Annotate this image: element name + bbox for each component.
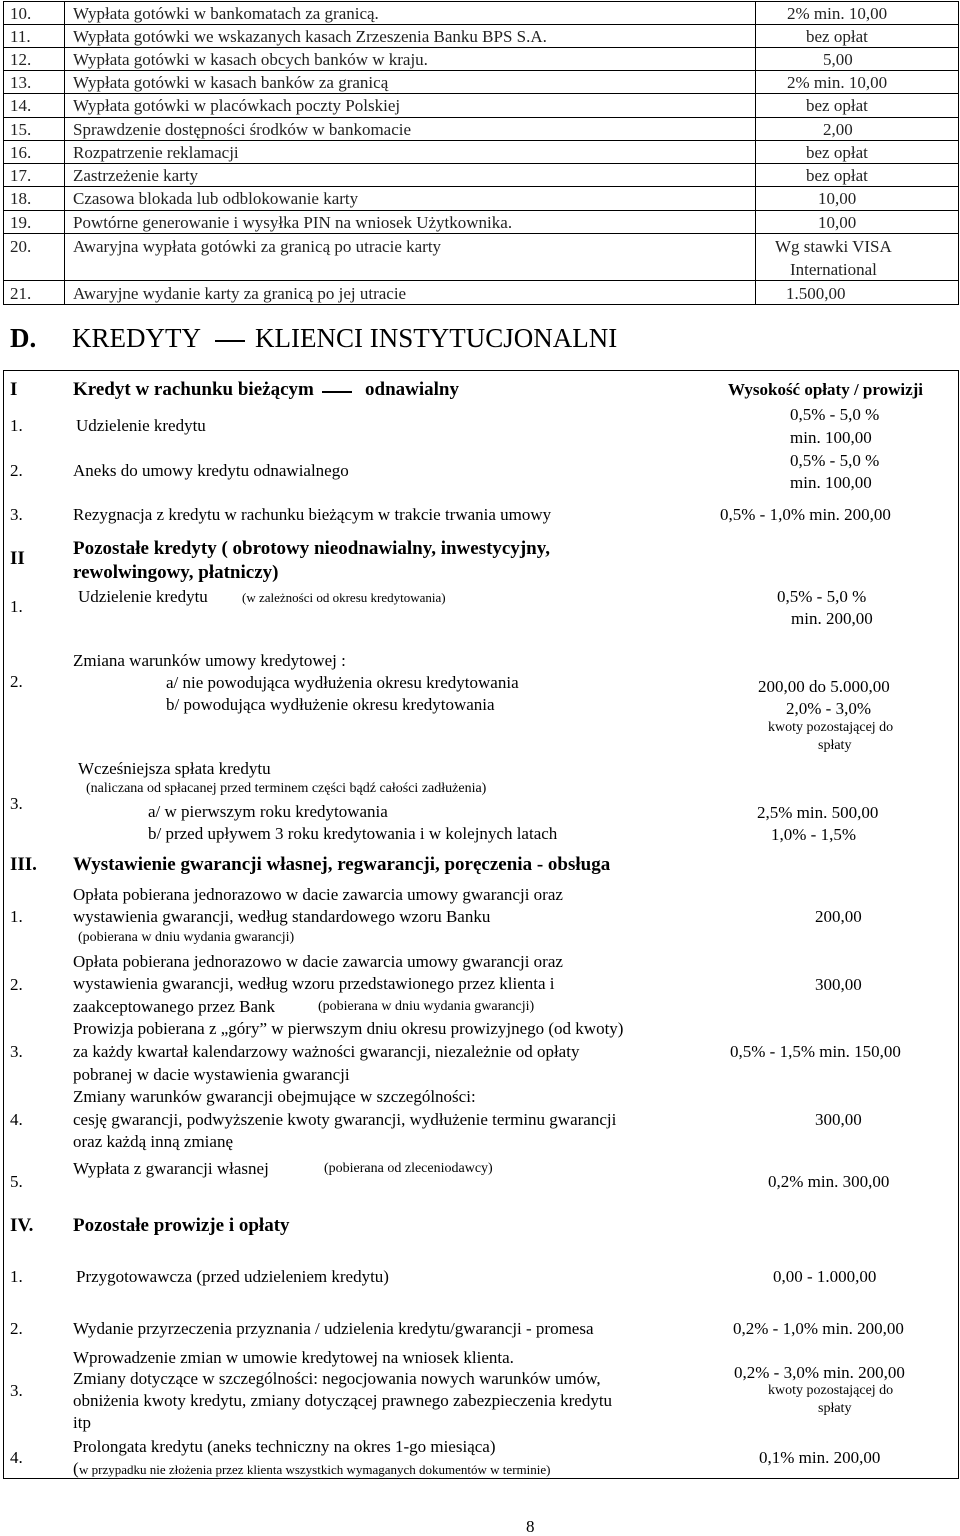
item-number: 3.	[10, 794, 23, 813]
item-line2: a/ nie powodująca wydłużenia okresu kredytowania	[166, 673, 519, 692]
section-letter: D.	[10, 323, 37, 353]
item-number: 2.	[10, 461, 23, 480]
item-line1: Opłata pobierana jednorazowo w dacie zawarcia umowy gwarancji oraz	[73, 885, 563, 904]
part-title: Wystawienie gwarancji własnej, regwarancji, poręczenia - obsługa	[73, 854, 611, 875]
row-value: 2,00	[823, 120, 853, 139]
table-row-divider	[3, 70, 959, 71]
row-number: 17.	[10, 166, 32, 185]
row-number: 16.	[10, 143, 32, 162]
item-line2: wystawienia gwarancji, według standardowego wzoru Banku	[73, 907, 491, 926]
item-line2: cesję gwarancji, podwyższenie kwoty gwarancji, wydłużenie terminu gwarancji	[73, 1110, 617, 1129]
lower-table-bottom-border	[3, 1478, 959, 1479]
item-line3: a/ w pierwszym roku kredytowania	[148, 802, 388, 821]
item-fee-2: 1,0% - 1,5%	[771, 825, 856, 844]
row-number: 20.	[10, 237, 32, 256]
table-border-bottom	[3, 304, 959, 305]
title-dash	[215, 340, 245, 342]
title-dash	[322, 391, 352, 393]
row-description: Wypłata gotówki w bankomatach za granicą.	[73, 4, 379, 23]
item-line2: (naliczana od spłacanej przed terminem części bądź całości zadłużenia)	[86, 781, 487, 796]
row-value: bez opłat	[806, 143, 868, 162]
item-number: 1.	[10, 597, 23, 616]
lower-table-left-border	[3, 370, 4, 1479]
row-value: 5,00	[823, 50, 853, 69]
item-line4: b/ przed upływem 3 roku kredytowania i w kolejnych latach	[148, 824, 558, 843]
row-number: 18.	[10, 189, 32, 208]
row-description: Zastrzeżenie karty	[73, 166, 199, 185]
row-value: 1.500,00	[786, 284, 846, 303]
part-title-a: Kredyt w rachunku bieżącym	[73, 379, 314, 400]
row-description: Wypłata gotówki we wskazanych kasach Zrzeszenia Banku BPS S.A.	[73, 27, 547, 46]
part-title-b: odnawialny	[365, 379, 459, 400]
item-line2: w przypadku nie złożenia przez klienta wszystkich wymaganych dokumentów w terminie)	[79, 1462, 551, 1477]
part-roman: I	[10, 379, 18, 400]
item-line3: pobranej w dacie wystawienia gwarancji	[73, 1065, 350, 1084]
item-fee: 0,00 - 1.000,00	[773, 1267, 877, 1286]
lower-table-right-border	[958, 370, 959, 1479]
item-fee: 0,5% - 1,0% min. 200,00	[720, 505, 891, 524]
item-line2-paren: (	[73, 1459, 79, 1478]
item-fee: 0,5% - 5,0 %	[777, 587, 867, 606]
row-number: 19.	[10, 213, 32, 232]
item-line1: Wypłata z gwarancji własnej	[73, 1159, 269, 1178]
row-description: Rozpatrzenie reklamacji	[73, 143, 239, 162]
item-fee: 0,5% - 5,0 %	[790, 405, 880, 424]
item-fee: 0,2% min. 300,00	[768, 1172, 890, 1191]
item-line3: oraz każdą inną zmianę	[73, 1132, 233, 1151]
row-value: bez opłat	[806, 96, 868, 115]
item-fee: 0,5% - 1,5% min. 150,00	[730, 1042, 901, 1061]
item-fee-2: 2,0% - 3,0%	[786, 699, 871, 718]
item-line4: itp	[73, 1413, 91, 1432]
row-value: 2% min. 10,00	[787, 73, 888, 92]
item-line2: Zmiany dotyczące w szczególności: negocjowania nowych warunków umów,	[73, 1369, 601, 1388]
item-fee: 300,00	[815, 1110, 862, 1129]
row-number: 13.	[10, 73, 32, 92]
item-line3: obniżenia kwoty kredytu, zmiany dotyczącej prawnego zabezpieczenia kredytu	[73, 1391, 613, 1410]
item-number: 2.	[10, 975, 23, 994]
row-number: 10.	[10, 4, 32, 23]
item-description: Udzielenie kredytu	[76, 416, 206, 435]
item-line3-note: (pobierana w dniu wydania gwarancji)	[318, 999, 535, 1014]
part-title: Pozostałe prowizje i opłaty	[73, 1215, 290, 1236]
item-number: 2.	[10, 672, 23, 691]
item-description: Wydanie przyrzeczenia przyznania / udzielenia kredytu/gwarancji - promesa	[73, 1319, 594, 1338]
row-value: 10,00	[818, 189, 857, 208]
item-fee: 0,5% - 5,0 %	[790, 451, 880, 470]
table-row-divider	[3, 163, 959, 164]
row-description: Powtórne generowanie i wysyłka PIN na wniosek Użytkownika.	[73, 213, 513, 232]
part-title-line1: Pozostałe kredyty ( obrotowy nieodnawialny, inwestycyjny,	[73, 538, 550, 559]
part-roman: IV.	[10, 1215, 34, 1236]
table-row-divider	[3, 93, 959, 94]
row-description: Wypłata gotówki w kasach banków za granicą	[73, 73, 389, 92]
table-row-divider	[3, 24, 959, 25]
fee-column-header: Wysokość opłaty / prowizji	[728, 380, 924, 399]
item-number: 1.	[10, 416, 23, 435]
item-fee: 0,1% min. 200,00	[759, 1448, 881, 1467]
item-number: 3.	[10, 1381, 23, 1400]
table-row-divider	[3, 140, 959, 141]
item-note: (w zależności od okresu kredytowania)	[242, 590, 446, 605]
lower-table-top-border	[3, 370, 959, 371]
row-value: 10,00	[818, 213, 857, 232]
item-description: Rezygnacja z kredytu w rachunku bieżącym w trakcie trwania umowy	[73, 505, 552, 524]
item-line1: Prowizja pobierana z „góry” w pierwszym dniu okresu prowizyjnego (od kwoty)	[73, 1019, 624, 1038]
item-fee-note-2: spłaty	[818, 738, 852, 753]
part-roman: III.	[10, 854, 37, 875]
item-fee: 300,00	[815, 975, 862, 994]
item-line1: Zmiany warunków gwarancji obejmujące w szczególności:	[73, 1087, 476, 1106]
item-number: 1.	[10, 1267, 23, 1286]
row-number: 14.	[10, 96, 32, 115]
table-row-divider	[3, 233, 959, 234]
item-fee-min: min. 100,00	[790, 473, 872, 492]
row-description: Wypłata gotówki w kasach obcych banków w kraju.	[73, 50, 428, 69]
item-fee: 2,5% min. 500,00	[757, 803, 879, 822]
table-row-divider	[3, 186, 959, 187]
section-title-part-b: KLIENCI INSTYTUCJONALNI	[255, 323, 618, 353]
item-line1: Prolongata kredytu (aneks techniczny na okres 1-go miesiąca)	[73, 1437, 496, 1456]
item-line3: zaakceptowanego przez Bank	[73, 997, 275, 1016]
row-number: 21.	[10, 284, 32, 303]
row-value: 2% min. 10,00	[787, 4, 888, 23]
item-line2: wystawienia gwarancji, według wzoru przedstawionego przez klienta i	[73, 974, 555, 993]
item-fee: 0,2% - 1,0% min. 200,00	[733, 1319, 904, 1338]
item-note: (pobierana od zleceniodawcy)	[324, 1161, 493, 1176]
row-value-line2: International	[790, 260, 877, 279]
item-line3: b/ powodująca wydłużenie okresu kredytowania	[166, 695, 495, 714]
row-description: Awaryjna wypłata gotówki za granicą po utracie karty	[73, 237, 442, 256]
item-fee-note: kwoty pozostającej do	[768, 720, 894, 735]
item-line1: Wprowadzenie zmian w umowie kredytowej na wniosek klienta.	[73, 1348, 514, 1367]
row-description: Wypłata gotówki w placówkach poczty Polskiej	[73, 96, 401, 115]
item-description: Przygotowawcza (przed udzieleniem kredytu)	[76, 1267, 389, 1286]
item-number: 4.	[10, 1110, 23, 1129]
item-number: 5.	[10, 1172, 23, 1191]
part-roman: II	[10, 548, 25, 569]
page-number: 8	[526, 1517, 535, 1536]
item-line1: Wcześniejsza spłata kredytu	[78, 759, 271, 778]
row-value: bez opłat	[806, 166, 868, 185]
item-number: 3.	[10, 505, 23, 524]
item-description: Aneks do umowy kredytu odnawialnego	[73, 461, 349, 480]
item-description: Udzielenie kredytu	[78, 587, 208, 606]
item-fee-note: kwoty pozostającej do	[768, 1383, 894, 1398]
row-value: bez opłat	[806, 27, 868, 46]
table-border-top	[3, 1, 959, 2]
row-description: Awaryjne wydanie karty za granicą po jej utracie	[73, 284, 407, 303]
part-title-line2: rewolwingowy, płatniczy)	[73, 562, 279, 583]
item-line2: za każdy kwartał kalendarzowy ważności gwarancji, niezależnie od opłaty	[73, 1042, 580, 1061]
item-line3: (pobierana w dniu wydania gwarancji)	[78, 930, 295, 945]
row-value: Wg stawki VISA	[775, 237, 892, 256]
item-fee-min: min. 100,00	[790, 428, 872, 447]
item-number: 3.	[10, 1042, 23, 1061]
row-description: Sprawdzenie dostępności środków w bankomacie	[73, 120, 412, 139]
item-number: 1.	[10, 907, 23, 926]
item-line1: Opłata pobierana jednorazowo w dacie zawarcia umowy gwarancji oraz	[73, 952, 563, 971]
row-description: Czasowa blokada lub odblokowanie karty	[73, 189, 359, 208]
item-fee: 200,00	[815, 907, 862, 926]
item-number: 2.	[10, 1319, 23, 1338]
row-number: 12.	[10, 50, 32, 69]
table-row-divider	[3, 47, 959, 48]
row-number: 11.	[10, 27, 31, 46]
row-number: 15.	[10, 120, 32, 139]
table-row-divider	[3, 280, 959, 281]
table-row-divider	[3, 210, 959, 211]
item-fee-note-2: spłaty	[818, 1401, 852, 1416]
item-line1: Zmiana warunków umowy kredytowej :	[73, 651, 346, 670]
item-number: 4.	[10, 1448, 23, 1467]
item-fee-min: min. 200,00	[791, 609, 873, 628]
item-fee: 200,00 do 5.000,00	[758, 677, 890, 696]
item-fee: 0,2% - 3,0% min. 200,00	[734, 1363, 905, 1382]
section-title-part-a: KREDYTY	[72, 323, 201, 353]
table-row-divider	[3, 117, 959, 118]
